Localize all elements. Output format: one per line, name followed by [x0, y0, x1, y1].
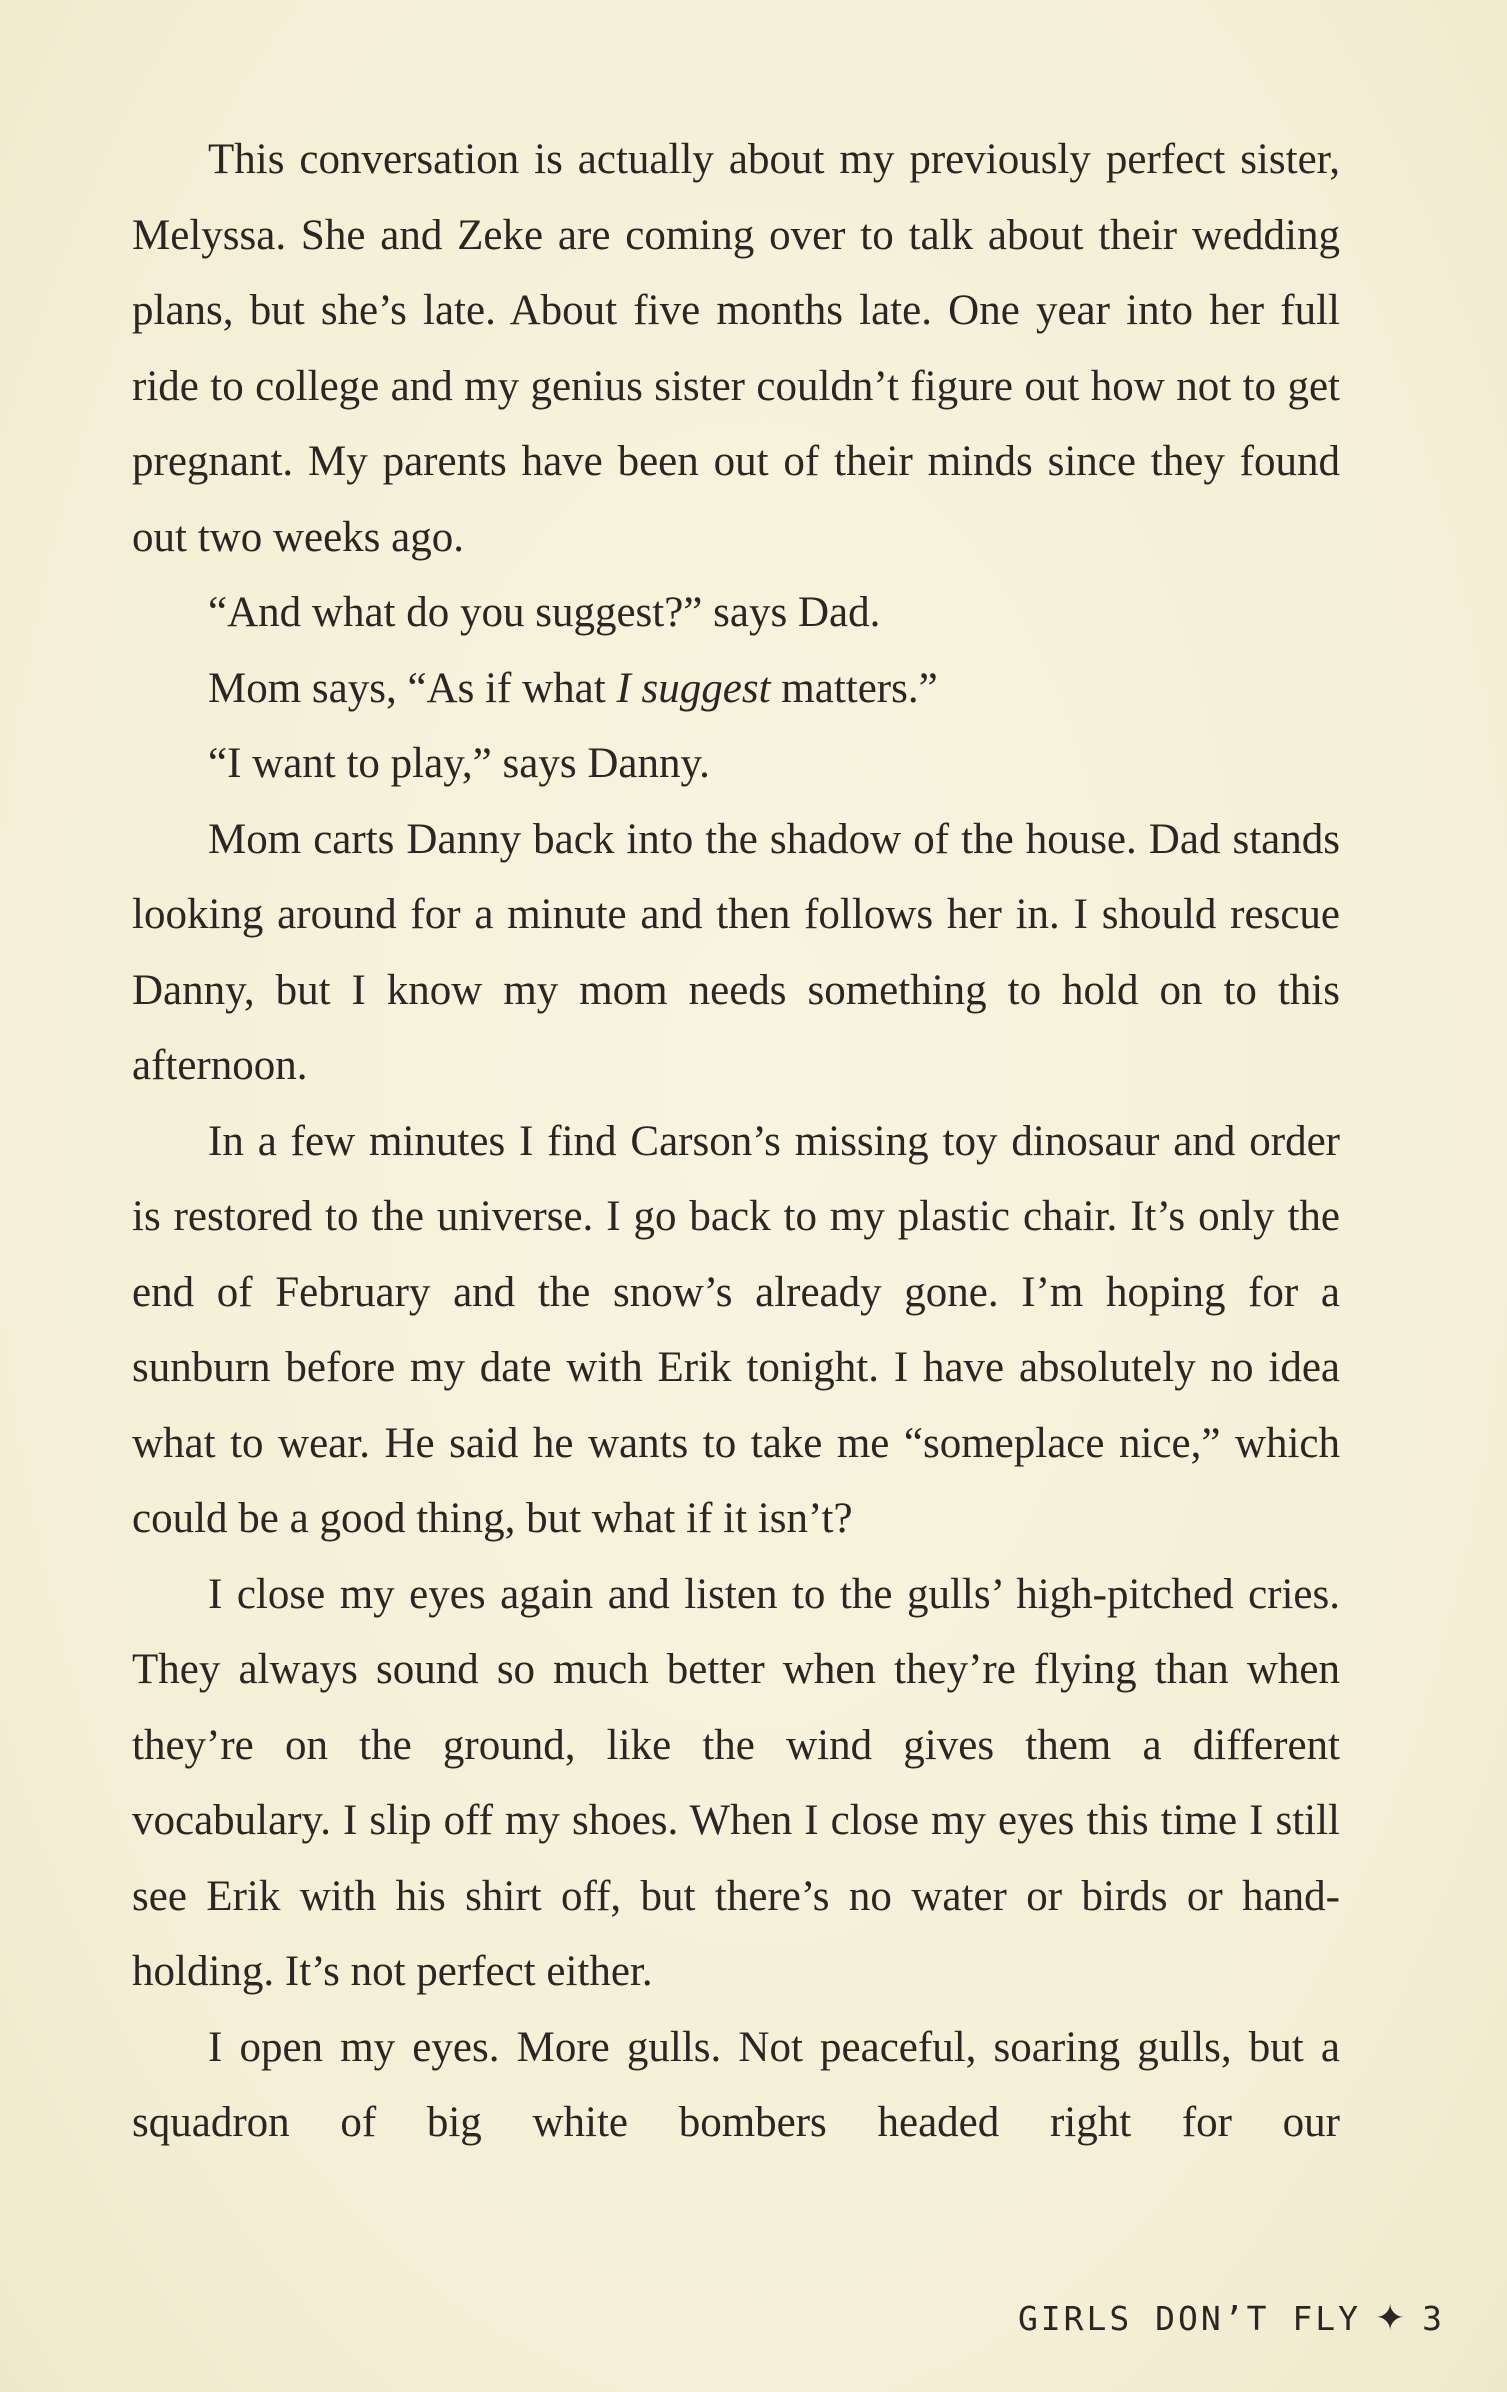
paragraph: This conversation is actually about my previously perfect sister, Melyssa. She and Zeke are coming over to talk about their wedding plans, but she’s late. About five months late. One year into her full ride to college and my genius sister couldn’t figure out how not to get pregnant. My parents have been out of their minds since they found out two weeks ago.: [132, 136, 1340, 561]
paragraph: “And what do you suggest?” says Dad.: [208, 589, 881, 636]
text-run: matters.”: [770, 664, 938, 712]
body-text: [132, 122, 1340, 2161]
page-number: 3: [1422, 2299, 1445, 2338]
paragraph: “I want to play,” says Danny.: [208, 740, 710, 787]
paragraph: Mom carts Danny back into the shadow of the house. Dad stands looking around for a minute and then follows her in. I should rescue Danny, but I know my mom needs something to hold on to this afternoon.: [132, 815, 1340, 1089]
paragraph: In a few minutes I find Carson’s missing toy dinosaur and order is restored to the universe. I go back to my plastic chair. It’s only the end of February and the snow’s already gone. I’m hoping for a sunburn before my date with Erik tonight. I have absolutely no idea what to wear. He said he wants to take me “someplace nice,” which could be a good thing, but what if it isn’t?: [132, 1117, 1340, 1542]
paragraph: [132, 651, 1340, 727]
paragraph: I open my eyes. More gulls. Not peaceful, soaring gulls, but a squadron of big white bombers headed right for our: [132, 2023, 1340, 2146]
paragraph: I close my eyes again and listen to the gulls’ high-pitched cries. They always sound so much better when they’re flying than when they’re on the ground, like the wind gives them a different vocabulary. I slip off my shoes. When I close my eyes this time I still see Erik with his shirt off, but there’s no water or birds or hand-holding. It’s not perfect either.: [132, 1570, 1340, 1995]
running-footer: [1018, 2298, 1445, 2339]
running-title: GIRLS DON’T FLY: [1017, 2299, 1361, 2338]
italic-phrase: I suggest: [616, 664, 771, 712]
text-run: Mom says, “As if what: [208, 664, 617, 712]
four-point-star-icon: ✦: [1374, 2298, 1409, 2339]
